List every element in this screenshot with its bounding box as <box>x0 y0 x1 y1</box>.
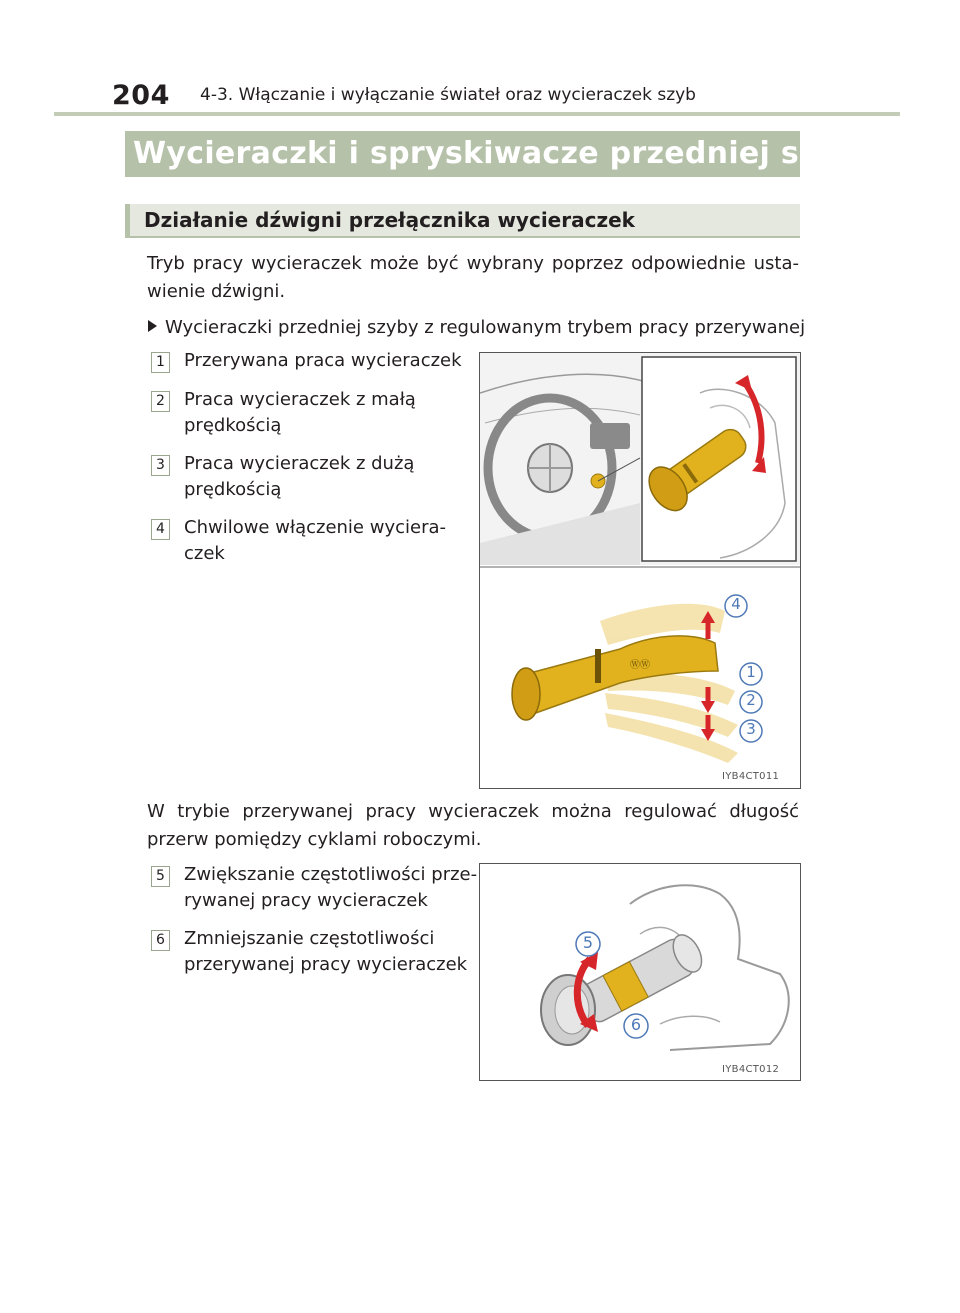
intro-line-1: Tryb pracy wycieraczek może być wybrany poprzez odpowiednie usta- <box>147 253 799 274</box>
callout-3: 3 <box>746 720 756 738</box>
item-number-2: 2 <box>151 391 170 412</box>
item-4-line-1: Chwilowe włączenie wyciera- <box>184 517 446 538</box>
item-text-4 <box>184 515 446 567</box>
item-number-4: 4 <box>151 519 170 540</box>
item-number-6: 6 <box>151 930 170 951</box>
svg-text:ⓌⓌ: ⓌⓌ <box>630 660 650 671</box>
paragraph2-line-1: W trybie przerywanej pracy wycieraczek można regulować długość <box>147 801 799 822</box>
callout-2: 2 <box>746 691 756 709</box>
page-number: 204 <box>112 80 170 111</box>
header-rule <box>54 112 900 116</box>
bullet-text: Wycieraczki przedniej szyby z regulowanym trybem pracy przerywanej <box>165 317 806 338</box>
callout-1: 1 <box>746 663 756 681</box>
item-number-5: 5 <box>151 866 170 887</box>
item-6-line-1: Zmniejszanie częstotliwości <box>184 928 435 949</box>
item-5-line-1: Zwiększanie częstotliwości prze- <box>184 864 478 885</box>
item-2-line-1: Praca wycieraczek z małą <box>184 389 416 410</box>
item-number-3: 3 <box>151 455 170 476</box>
figure-1-code: IYB4CT011 <box>722 771 780 782</box>
item-text-1 <box>184 348 462 374</box>
item-text-6 <box>184 926 467 978</box>
callout-6: 6 <box>630 1015 642 1034</box>
paragraph2-line-2: przerw pomiędzy cyklami roboczymi. <box>147 829 482 850</box>
item-5-line-2: rywanej pracy wycieraczek <box>184 890 428 911</box>
wiper-lever-figure <box>479 352 801 789</box>
item-3-line-1: Praca wycieraczek z dużą <box>184 453 415 474</box>
item-text-3 <box>184 451 414 503</box>
subsection-title: Działanie dźwigni przełącznika wycieraczek <box>125 204 800 238</box>
running-header: 4-3. Włączanie i wyłączanie świateł oraz wycieraczek szyb <box>200 85 696 105</box>
triangle-bullet-icon <box>148 320 157 332</box>
interval-ring-illustration <box>480 864 800 1080</box>
interval-ring-figure <box>479 863 801 1081</box>
callout-4: 4 <box>731 595 741 613</box>
bullet-item <box>148 317 805 338</box>
figure-2-code: IYB4CT012 <box>722 1064 780 1075</box>
item-4-line-2: czek <box>184 543 225 564</box>
item-2-line-2: prędkością <box>184 415 282 436</box>
item-1-line-1: Przerywana praca wycieraczek <box>184 350 462 371</box>
item-number-1: 1 <box>151 352 170 373</box>
item-6-line-2: przerywanej pracy wycieraczek <box>184 954 468 975</box>
item-text-5 <box>184 862 477 914</box>
callout-5: 5 <box>582 933 594 952</box>
section-title: Wycieraczki i spryskiwacze przedniej szyby <box>125 131 800 177</box>
item-3-line-2: prędkością <box>184 479 282 500</box>
intro-line-2: wienie dźwigni. <box>147 281 286 302</box>
item-text-2 <box>184 387 416 439</box>
